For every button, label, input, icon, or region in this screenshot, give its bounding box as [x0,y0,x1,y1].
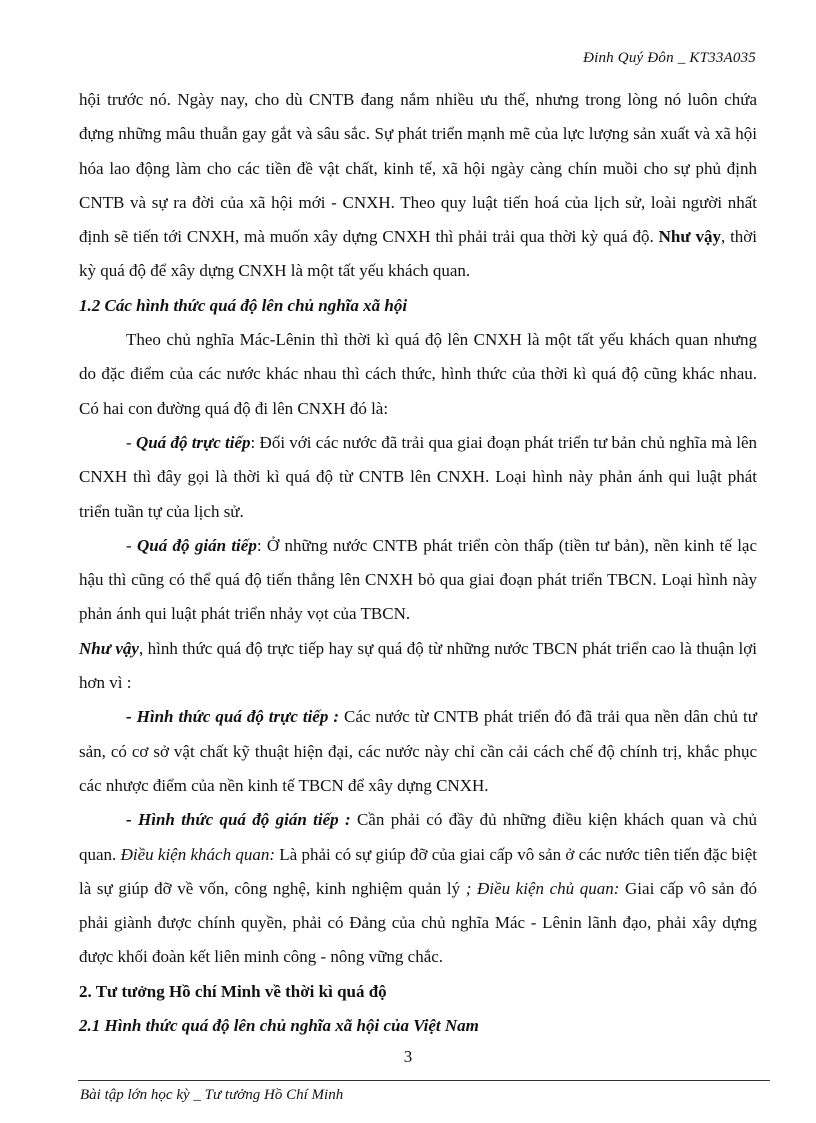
paragraph-direct-form [79,700,757,803]
direct-form-label: - Hình thức quá độ trực tiếp : [126,707,339,727]
indirect-transition-text: : Ở những nước CNTB phát triển còn thấp (tiền tư bản), nền kinh tế lạc hậu thì cũng có thể quá độ tiến thẳng lên CNXH bỏ qua giai đoạn phát triển TBCN. Loại hình này phản ánh qui luật phát triển nhảy vọt của TBCN. [79,535,758,624]
header-author: Đinh Quý Đôn _ KT33A035 [583,50,756,66]
indirect-form-text-1: Cần phải có đầy đủ những điều kiện khách quan và chủ quan. [79,810,757,864]
paragraph-indirect-transition: - Quá độ gián tiếp: Ở những nước CNTB phát triển còn thấp (tiền tư bản), nền kinh tế lạc hậu thì cũng có thể quá độ tiến thẳng lên CNXH bỏ qua giai đoạn phát triển TBCN. Loại hình này phản ánh qui luật phát triển nhảy vọt của TBCN. [79,535,758,624]
paragraph-1-text: hội trước nó. Ngày nay, cho dù CNTB đang nắm nhiều ưu thế, nhưng trong lòng nó luôn chứa đựng những mâu thuẫn gay gắt và sâu sắc. Sự phát triển mạnh mẽ của lực lượng sản xuất và xã hội hóa lao động làm cho các tiền đề vật chất, kinh tế, xã hội ngày càng chín muồi cho sự phủ định CNTB và sự ra đời của xã hội mới - CNXH. Theo quy luật tiến hoá của lịch sử, loài người nhất định sẽ tiến tới CNXH, mà muốn xây dựng CNXH thì phải trải qua thời kỳ quá độ. [79,90,757,247]
section-heading-2: 2. Tư tưởng Hồ chí Minh về thời kì quá độ [79,981,387,1001]
document-body [79,83,757,1043]
footer-course: Bài tập lớn học kỳ _ Tư tưởng Hồ Chí Minh [80,1087,344,1103]
page-number: 3 [403,1047,413,1066]
conclusion-text: , hình thức quá độ trực tiếp hay sự quá độ từ những nước TBCN phát triển cao là thuận lợi hơn vì : [79,638,757,693]
subjective-conditions-label: ; Điều kiện chủ quan: [465,878,620,898]
indirect-form-label: - Hình thức quá độ gián tiếp : [126,810,351,830]
direct-transition-label: Quá độ trực tiếp [135,432,251,452]
direct-form-text: Các nước từ CNTB phát triển đó đã trải qua nền dân chủ tư sản, có cơ sở vật chất kỹ thuật hiện đại, các nước này chỉ cần cải cách chế độ chính trị, khắc phục các nhược điểm của nền kinh tế TBCN để xây dựng CNXH. [79,707,757,795]
conclusion-label: Như vậy [79,638,139,658]
paragraph-2: Theo chủ nghĩa Mác-Lênin thì thời kì quá độ lên CNXH là một tất yếu khách quan nhưng do đặc điểm của các nước khác nhau thì cách thức, hình thức của thời kì quá độ cũng khác nhau. Có hai con đường quá độ đi lên CNXH đó là: [79,330,757,418]
indirect-form-text-2: Là phải có sự giúp đỡ của giai cấp vô sản ở các nước tiên tiến đặc biệt là sự giúp đỡ về vốn, công nghệ, kinh nghiệm quản lý [79,844,757,898]
paragraph-indirect-form [79,803,757,974]
paragraph-1-tail: , thời kỳ quá độ để xây dựng CNXH là một tất yếu khách quan. [79,227,758,281]
paragraph-1-bold: Như vậy [658,227,721,247]
footer-divider [78,1080,770,1081]
indirect-form-text-3: Giai cấp vô sản đó phải giành được chính quyền, phải có Đảng của chủ nghĩa Mác - Lênin lãnh đạo, phải xây dựng được khối đoàn kết liên minh công - nông vững chắc. [79,878,757,967]
indirect-transition-label: Quá độ gián tiếp [136,535,257,555]
section-heading-2-1: 2.1 Hình thức quá độ lên chủ nghĩa xã hội của Việt Nam [79,1016,479,1036]
paragraph-direct-transition: - Quá độ trực tiếp: Đối với các nước đã trải qua giai đoạn phát triển tư bản chủ nghĩa mà lên CNXH thì đây gọi là thời kì quá độ từ CNTB lên CNXH. Loại hình này phản ánh qui luật phát triển tuần tự của lịch sử. [79,432,757,521]
direct-transition-text: : Đối với các nước đã trải qua giai đoạn phát triển tư bản chủ nghĩa mà lên CNXH thì đây gọi là thời kì quá độ từ CNTB lên CNXH. Loại hình này phản ánh qui luật phát triển tuần tự của lịch sử. [79,432,757,521]
paragraph-1 [79,83,757,289]
section-heading-1-2: 1.2 Các hình thức quá độ lên chủ nghĩa xã hội [79,295,408,315]
paragraph-conclusion [79,632,757,701]
objective-conditions-label: Điều kiện khách quan: [120,844,276,864]
